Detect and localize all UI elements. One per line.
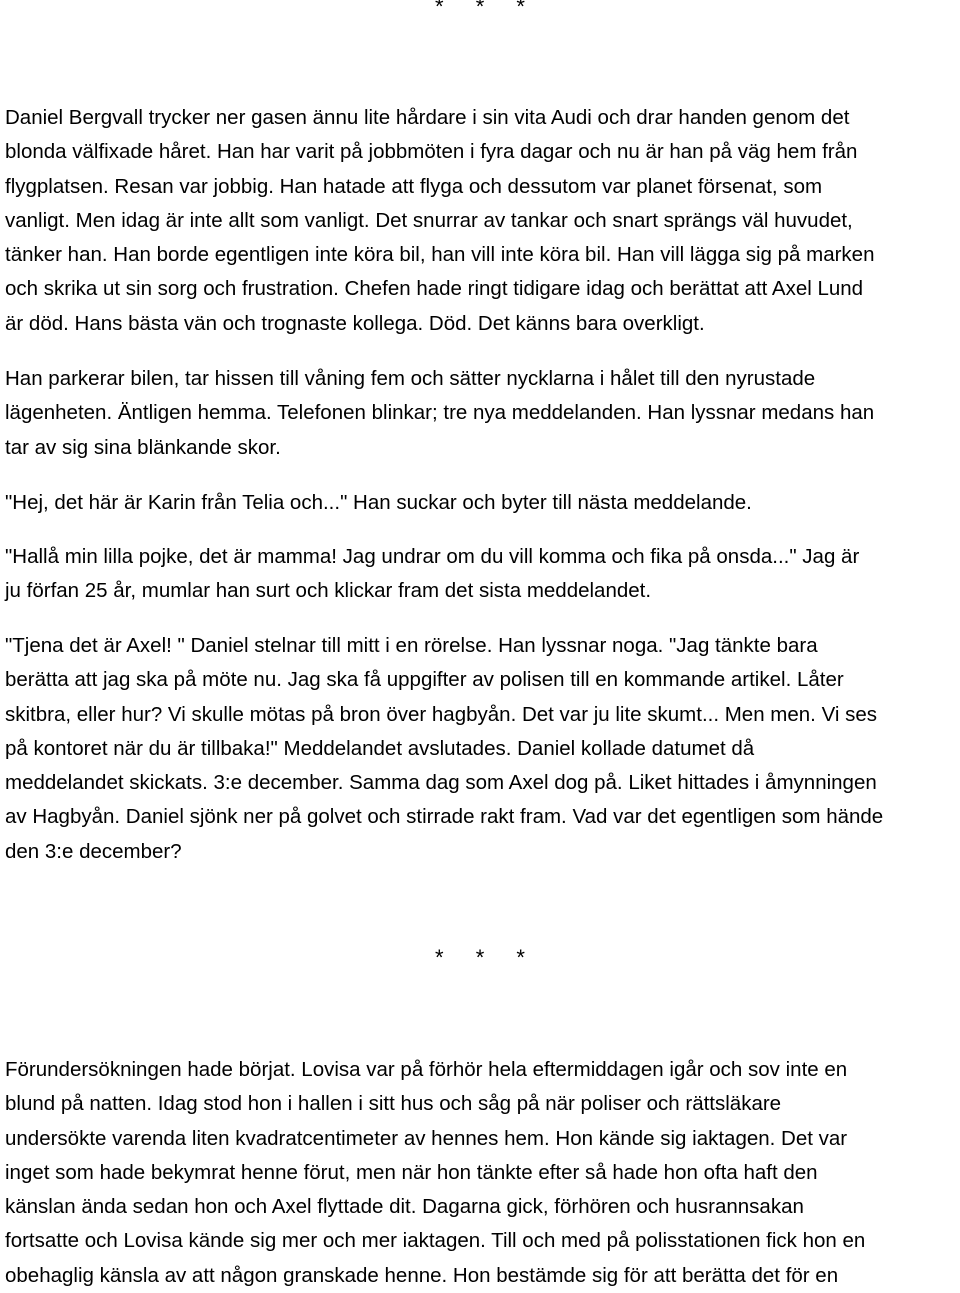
text-line: den 3:e december? <box>5 839 182 863</box>
paragraph-1 <box>5 101 960 341</box>
text-line: berätta att jag ska på möte nu. Jag ska få uppgifter av polisen till en kommande artikel. Låter <box>5 668 844 692</box>
text-line: obehaglig känsla av att någon granskade henne. Hon bestämde sig för att berätta det för en <box>5 1263 839 1287</box>
text-line: Han parkerar bilen, tar hissen till våning fem och sätter nycklarna i hålet till den nyrustade <box>5 367 816 390</box>
text-line: och skrika ut sin sorg och frustration. Chefen hade ringt tidigare idag och berättat att Axel Lund <box>5 277 864 301</box>
text-line: undersökte varenda liten kvadratcentimeter av hennes hem. Hon kände sig iaktagen. Det var <box>5 1126 848 1150</box>
text-line: tänker han. Han borde egentligen inte köra bil, han vill inte köra bil. Han vill lägga sig på marken <box>5 243 875 267</box>
text-line: skitbra, eller hur? Vi skulle mötas på bron över hagbyån. Det var ju lite skumt... Men men. Vi ses <box>5 702 878 726</box>
text-line: Förundersökningen hade börjat. Lovisa var på förhör hela eftermiddagen igår och sov inte en <box>5 1058 848 1081</box>
text-line: inget som hade bekymrat henne förut, men när hon tänkte efter så hade hon ofta haft den <box>5 1160 818 1184</box>
text-line: Daniel Bergvall trycker ner gasen ännu lite hårdare i sin vita Audi och drar handen genom det <box>5 106 850 129</box>
text-line: på kontoret när du är tillbaka!" Meddelandet avslutades. Daniel kollade datumet då <box>5 736 755 760</box>
paragraph-5 <box>5 629 960 869</box>
text-line: ju förfan 25 år, mumlar han surt och klickar fram det sista meddelandet. <box>5 579 652 603</box>
paragraph-2 <box>5 362 960 465</box>
paragraph-3 <box>5 486 960 520</box>
text-line: meddelandet skickats. 3:e december. Samma dag som Axel dog på. Liket hittades i åmynningen <box>5 771 877 795</box>
text-line: av Hagbyån. Daniel sjönk ner på golvet och stirrade rakt fram. Vad var det egentligen som hände <box>5 805 884 829</box>
text-line: "Hej, det här är Karin från Telia och..." Han suckar och byter till nästa meddelande. <box>5 491 752 514</box>
text-line: blund på natten. Idag stod hon i hallen i sitt hus och såg på när poliser och rättsläkare <box>5 1092 782 1116</box>
text-line: vanligt. Men idag är inte allt som vanligt. Det snurrar av tankar och snart sprängs väl huvudet, <box>5 208 853 232</box>
text-line: blonda välfixade håret. Han har varit på jobbmöten i fyra dagar och nu är han på väg hem från <box>5 140 858 164</box>
text-line: "Hallå min lilla pojke, det är mamma! Jag undrar om du vill komma och fika på onsda..." Jag är <box>5 545 860 568</box>
text-line: flygplatsen. Resan var jobbig. Han hatade att flyga och dessutom var planet försenat, som <box>5 174 823 198</box>
text-line: fortsatte och Lovisa kände sig mer och mer iaktagen. Till och med på polisstationen fick hon en <box>5 1229 866 1253</box>
paragraph-6 <box>5 1053 960 1293</box>
text-line: lägenheten. Äntligen hemma. Telefonen blinkar; tre nya meddelanden. Han lyssnar medans han <box>5 401 875 425</box>
text-line: är död. Hans bästa vän och trognaste kollega. Död. Det känns bara overkligt. <box>5 311 705 335</box>
paragraph-4 <box>5 540 960 609</box>
section-separator-middle: * * * <box>435 945 525 970</box>
section-separator-top: * * * <box>435 0 525 19</box>
text-line: "Tjena det är Axel! " Daniel stelnar till mitt i en rörelse. Han lyssnar noga. "Jag tänkte bara <box>5 634 818 657</box>
text-line: tar av sig sina blänkande skor. <box>5 435 281 459</box>
text-line: känslan ända sedan hon och Axel flyttade dit. Dagarna gick, förhören och husrannsakan <box>5 1195 804 1219</box>
